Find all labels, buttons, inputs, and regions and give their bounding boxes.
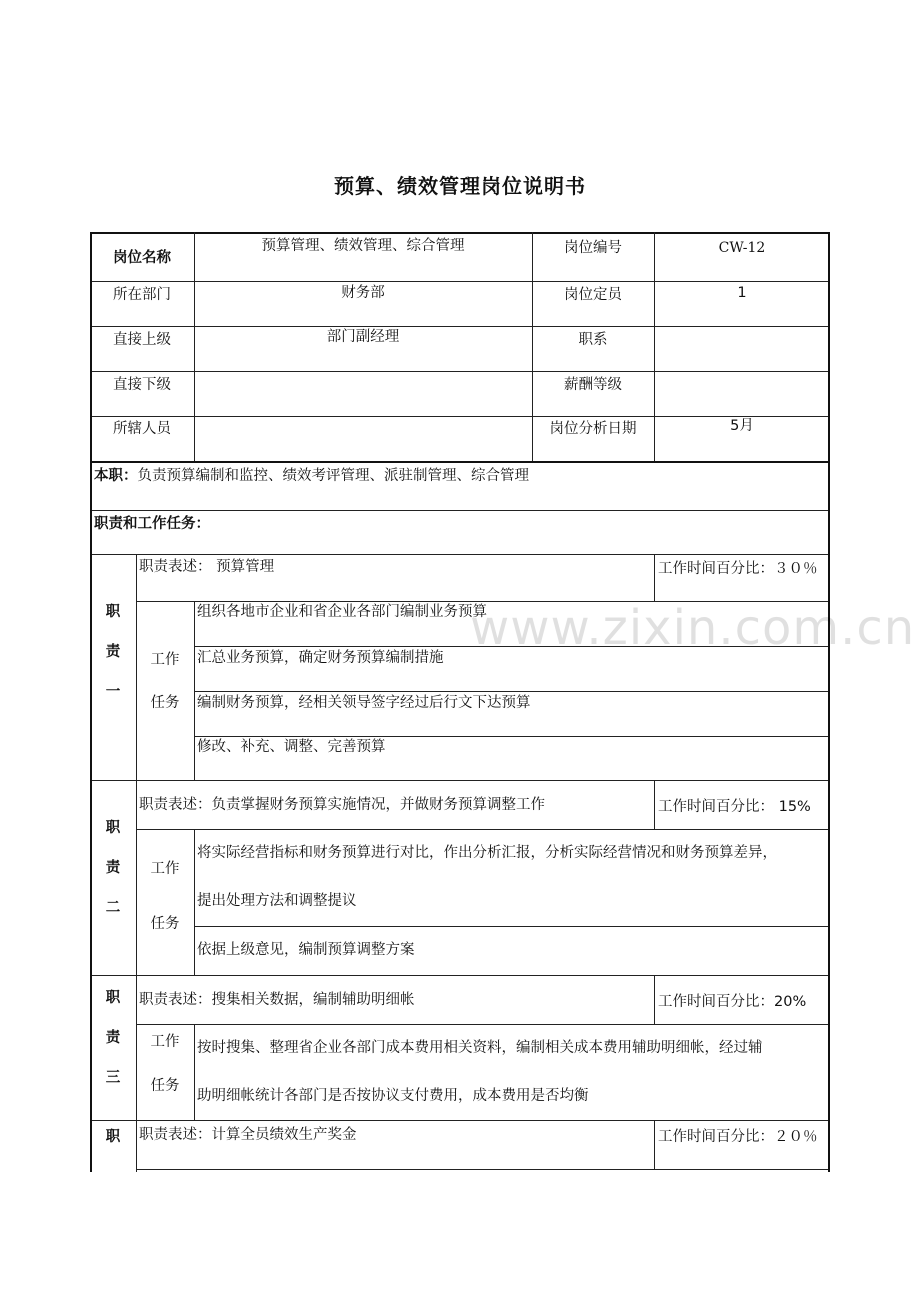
duty-3-task-label: 任务 [150,1078,180,1094]
duty-1-task-3: 编制财务预算，经相关领导签字经过后行文下达预算 [197,695,531,711]
duty-2-task-label: 任务 [150,916,180,932]
value-department: 财务部 [341,285,385,301]
duty-4-description: 职责表述：计算全员绩效生产奖金 [139,1127,357,1143]
duty-1-time-percentage: 工作时间百分比：３０％ [658,561,818,577]
duty-1-task-4: 修改、补充、调整、完善预算 [197,739,386,755]
duty-3-task-1-continued: 助明细帐统计各部门是否按协议支付费用，成本费用是否均衡 [197,1088,589,1104]
duty-2-work-label: 工作 [150,861,180,877]
main-duty-row [94,466,824,486]
label-department: 所在部门 [113,287,171,303]
document-title: 预算、绩效管理岗位说明书 [334,174,586,198]
label-direct-subordinate: 直接下级 [113,377,171,393]
duty-3-side-label: 职 责 三 [105,990,121,1086]
duty-3-task-1: 按时搜集、整理省企业各部门成本费用相关资料，编制相关成本费用辅助明细帐，经过辅 [197,1040,763,1056]
label-salary-grade: 薪酬等级 [564,377,622,393]
duty-2-side-label: 职 责 二 [105,820,121,916]
duty-3-description: 职责表述：搜集相关数据，编制辅助明细帐 [139,992,415,1008]
duty-3-work-label: 工作 [150,1034,180,1050]
duty-3-time-percentage: 工作时间百分比：20% [658,994,807,1010]
main-duty-label: 本职： [94,468,138,484]
duty-1-task-1: 组织各地市企业和省企业各部门编制业务预算 [197,604,487,620]
label-direct-superior: 直接上级 [113,332,171,348]
label-headcount: 岗位定员 [564,287,622,303]
label-staff-supervised: 所辖人员 [113,421,171,437]
job-description-table [90,232,830,1172]
duty-1-work-label: 工作 [150,652,180,668]
label-analysis-date: 岗位分析日期 [549,421,637,437]
value-position-name: 预算管理、绩效管理、综合管理 [261,238,465,254]
label-job-family: 职系 [578,332,608,348]
value-analysis-date: 5月 [730,418,754,434]
value-position-code: CW-12 [718,240,766,256]
value-headcount: 1 [737,285,747,301]
label-position-name: 岗位名称 [113,250,171,266]
value-direct-superior: 部门副经理 [326,329,400,345]
duty-1-side-label: 职 责 一 [105,604,121,700]
duty-2-time-percentage: 工作时间百分比： 15% [658,799,811,815]
section-label-duties: 职责和工作任务： [94,516,210,532]
duty-1-description: 职责表述： 预算管理 [139,559,275,575]
duty-4-time-percentage: 工作时间百分比：２０％ [658,1129,818,1145]
duty-1-task-2: 汇总业务预算，确定财务预算编制措施 [197,650,444,666]
duty-2-task-1: 将实际经营指标和财务预算进行对比，作出分析汇报，分析实际经营情况和财务预算差异， [197,845,777,861]
duty-4-side-label: 职 [105,1129,121,1145]
watermark: www.zixin.com.cn [470,600,916,656]
duty-1-task-label: 任务 [150,695,180,711]
duty-2-task-1-continued: 提出处理方法和调整提议 [197,893,357,909]
duty-2-description: 职责表述：负责掌握财务预算实施情况，并做财务预算调整工作 [139,797,545,813]
main-duty-text: 负责预算编制和监控、绩效考评管理、派驻制管理、综合管理 [137,468,529,484]
duty-2-task-2: 依据上级意见，编制预算调整方案 [197,942,415,958]
label-position-code: 岗位编号 [564,240,622,256]
